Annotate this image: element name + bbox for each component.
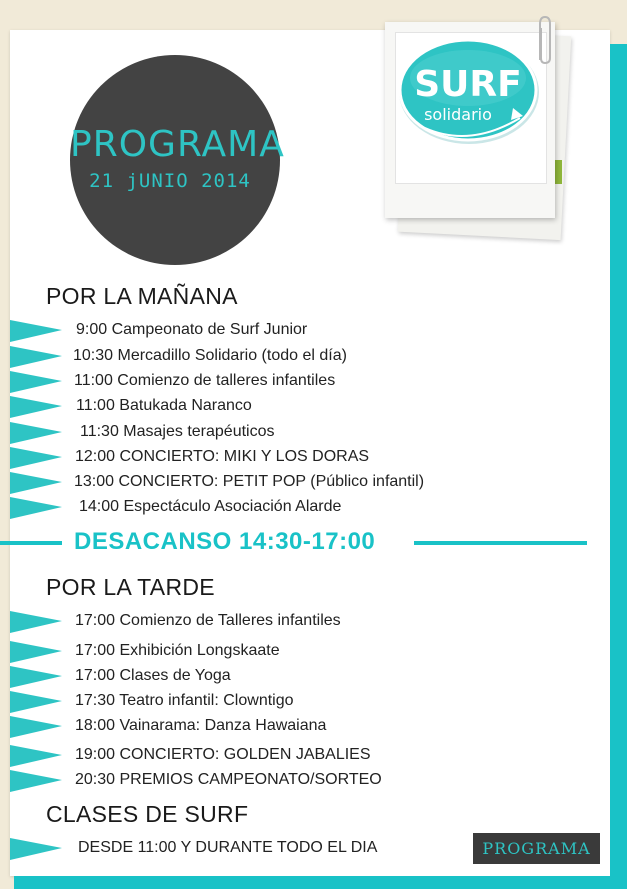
teal-border-bottom [14, 876, 627, 889]
pennant-flag-icon [10, 495, 62, 521]
morning-item-text: 9:00 Campeonato de Surf Junior [76, 321, 308, 338]
morning-item-text: 14:00 Espectáculo Asociación Alarde [79, 498, 342, 515]
morning-item-text: 11:00 Batukada Naranco [76, 397, 252, 414]
logo-brand: SURF [414, 64, 522, 105]
surf-item-text: DESDE 11:00 Y DURANTE TODO EL DIA [78, 839, 378, 856]
afternoon-list-item [10, 609, 470, 635]
pennant-flag-icon [10, 420, 62, 446]
pennant-flag-icon [10, 664, 62, 690]
afternoon-list-item [10, 639, 470, 665]
morning-item-text: 13:00 CONCIERTO: PETIT POP (Público infantil) [74, 473, 425, 490]
afternoon-list-item [10, 768, 470, 794]
surf-solidario-logo [395, 38, 545, 148]
pennant-flag-icon [10, 318, 62, 344]
pennant-flag-icon [10, 743, 62, 769]
pennant-flag-icon [10, 394, 62, 420]
morning-list-item [10, 445, 470, 471]
morning-list-item [10, 495, 470, 521]
afternoon-item-text: 17:00 Comienzo de Talleres infantiles [75, 612, 341, 629]
morning-list-item [10, 369, 470, 395]
surf-list-item [10, 836, 470, 862]
afternoon-item-text: 17:00 Exhibición Longskaate [75, 642, 280, 659]
pennant-flag-icon [10, 768, 62, 794]
pennant-flag-icon [10, 836, 62, 862]
program-date: 21 jUNIO 2014 [89, 170, 251, 192]
program-title: PROGRAMA [70, 124, 285, 165]
logo-sub: solidario [424, 105, 492, 124]
morning-list-item [10, 420, 470, 446]
break-label: DESACANSO 14:30-17:00 [74, 528, 376, 555]
pennant-flag-icon [10, 689, 62, 715]
afternoon-list-item [10, 714, 470, 740]
morning-list-item [10, 318, 470, 344]
morning-item-text: 11:30 Masajes terapéuticos [80, 423, 275, 440]
pennant-flag-icon [10, 470, 62, 496]
afternoon-item-text: 18:00 Vainarama: Danza Hawaiana [75, 717, 327, 734]
afternoon-item-text: 19:00 CONCIERTO: GOLDEN JABALIES [75, 746, 371, 763]
teal-border-right [610, 44, 627, 889]
programa-badge: PROGRAMA [473, 833, 600, 864]
morning-item-text: 12:00 CONCIERTO: MIKI Y LOS DORAS [75, 448, 370, 465]
paperclip-icon [534, 14, 554, 66]
afternoon-heading: POR LA TARDE [46, 574, 215, 600]
break-line-right [414, 541, 587, 545]
pennant-flag-icon [10, 609, 62, 635]
morning-item-text: 10:30 Mercadillo Solidario (todo el día) [73, 347, 347, 364]
pennant-flag-icon [10, 445, 62, 471]
pennant-flag-icon [10, 344, 62, 370]
surf-heading: CLASES DE SURF [46, 801, 249, 827]
morning-heading: POR LA MAÑANA [46, 283, 238, 309]
afternoon-item-text: 17:30 Teatro infantil: Clowntigo [75, 692, 294, 709]
morning-list-item [10, 394, 470, 420]
afternoon-item-text: 20:30 PREMIOS CAMPEONATO/SORTEO [75, 771, 382, 788]
break-line-left [0, 541, 62, 545]
afternoon-list-item [10, 743, 470, 769]
afternoon-list-item [10, 689, 470, 715]
afternoon-list-item [10, 664, 470, 690]
afternoon-item-text: 17:00 Clases de Yoga [75, 667, 231, 684]
morning-list-item [10, 470, 470, 496]
pennant-flag-icon [10, 369, 62, 395]
pennant-flag-icon [10, 714, 62, 740]
pennant-flag-icon [10, 639, 62, 665]
morning-list-item [10, 344, 470, 370]
morning-item-text: 11:00 Comienzo de talleres infantiles [74, 372, 336, 389]
